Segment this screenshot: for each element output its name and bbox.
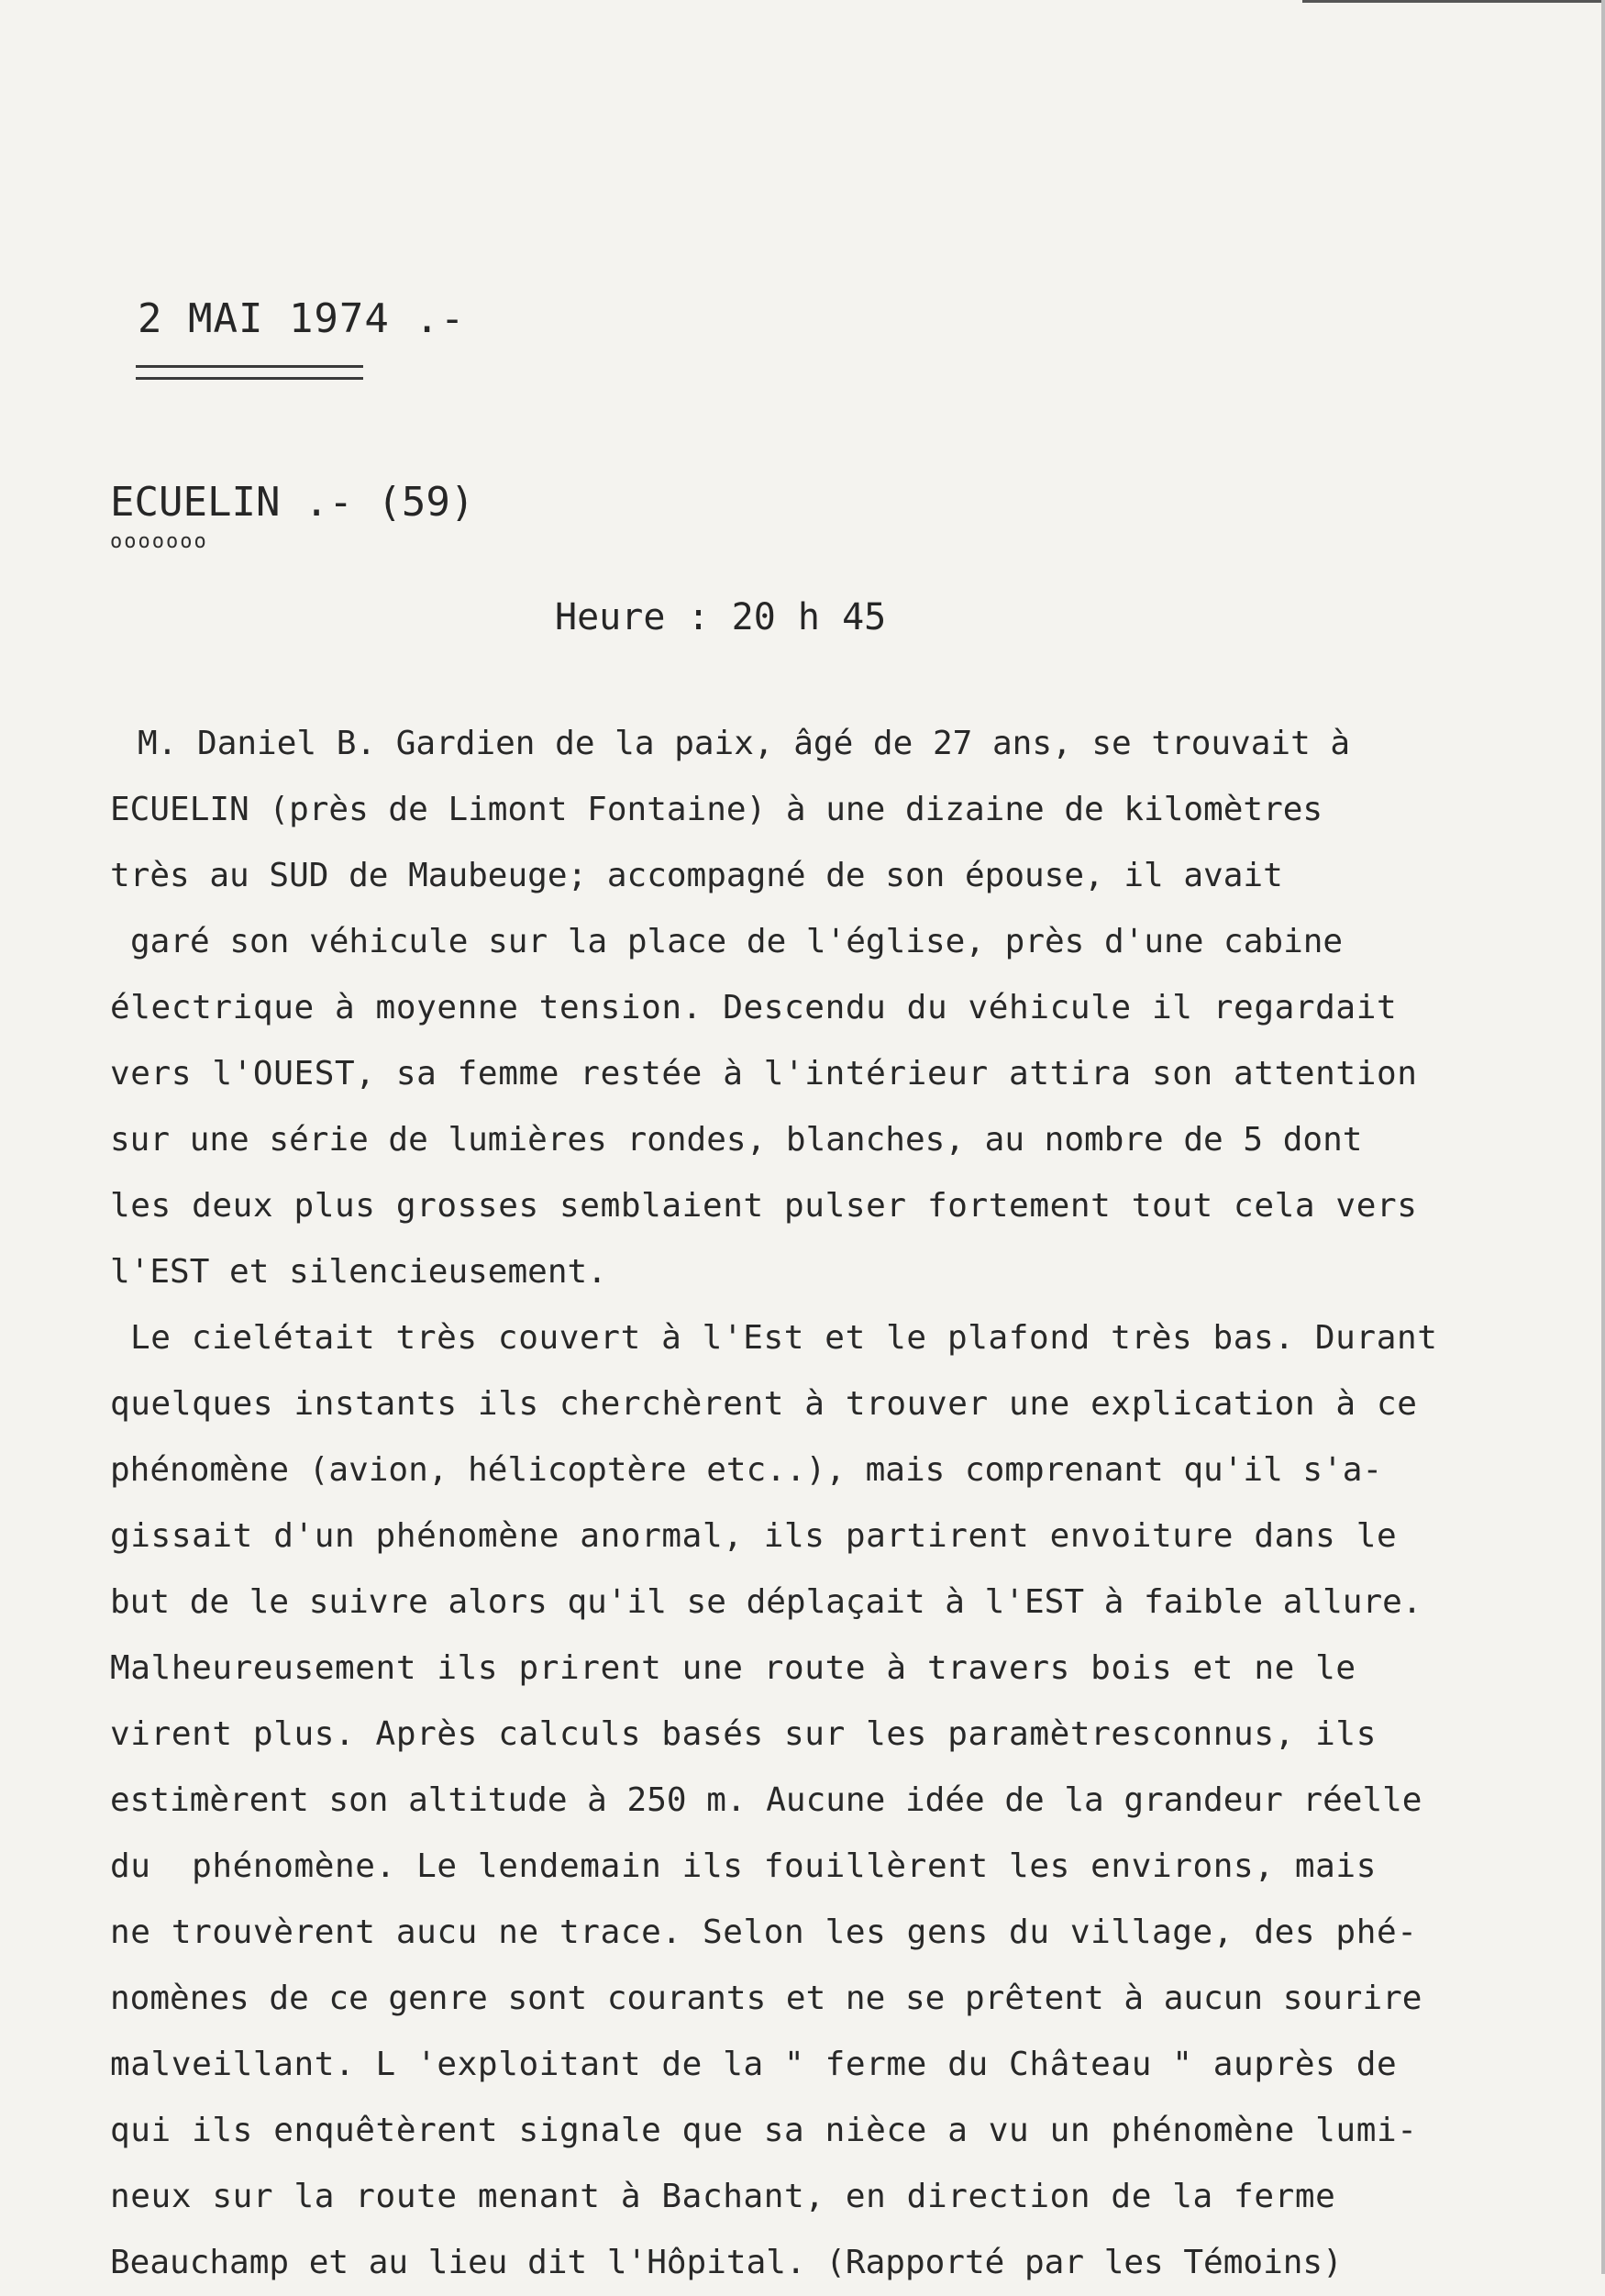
body-line: quelques instants ils cherchèrent à trouver une explication à ce (110, 1385, 1418, 1423)
body-line: ECUELIN (près de Limont Fontaine) à une dizaine de kilomètres (110, 791, 1323, 828)
body-line: gissait d'un phénomène anormal, ils partirent envoiture dans le (110, 1517, 1398, 1555)
body-line: Le cielétait très couvert à l'Est et le plafond très bas. Durant (130, 1319, 1438, 1357)
body-line: virent plus. Après calculs basés sur les paramètresconnus, ils (110, 1715, 1377, 1753)
body-line: sur une série de lumières rondes, blanches, au nombre de 5 dont (110, 1121, 1363, 1159)
page-edge-top (1302, 0, 1605, 14)
body-line: Malheureusement ils prirent une route à travers bois et ne le (110, 1649, 1356, 1687)
time-heading: Heure : 20 h 45 (555, 596, 887, 638)
body-line: ne trouvèrent aucu ne trace. Selon les gens du village, des phé- (110, 1913, 1418, 1951)
body-line: malveillant. L 'exploitant de la " ferme du Château " auprès de (110, 2046, 1398, 2083)
location-dotted-underline: ooooooo (110, 530, 208, 553)
date-double-underline (136, 365, 363, 380)
body-line: estimèrent son altitude à 250 m. Aucune idée de la grandeur réelle (110, 1781, 1422, 1819)
report-date: 2 MAI 1974 .- (138, 295, 466, 342)
report-body (110, 711, 1559, 2296)
page-edge-right (1601, 0, 1605, 2274)
body-line: les deux plus grosses semblaient pulser fortement tout cela vers (110, 1187, 1418, 1225)
body-line: l'EST et silencieusement. (110, 1253, 607, 1291)
body-line: Beauchamp et au lieu dit l'Hôpital. (Rapporté par les Témoins) (110, 2244, 1343, 2281)
body-line: vers l'OUEST, sa femme restée à l'intérieur attira son attention (110, 1055, 1418, 1093)
body-line: neux sur la route menant à Bachant, en direction de la ferme (110, 2178, 1336, 2215)
body-line: nomènes de ce genre sont courants et ne se prêtent à aucun sourire (110, 1980, 1422, 2017)
body-line: but de le suivre alors qu'il se déplaçait à l'EST à faible allure. (110, 1583, 1422, 1621)
body-line: garé son véhicule sur la place de l'église, près d'une cabine (130, 923, 1344, 960)
body-line: électrique à moyenne tension. Descendu du véhicule il regardait (110, 989, 1398, 1026)
body-line: phénomène (avion, hélicoptère etc..), mais comprenant qu'il s'a- (110, 1451, 1383, 1489)
location-heading: ECUELIN .- (59) (110, 479, 475, 526)
body-line: M. Daniel B. Gardien de la paix, âgé de 27 ans, se trouvait à (138, 725, 1351, 762)
body-line: du phénomène. Le lendemain ils fouillèrent les environs, mais (110, 1847, 1377, 1885)
body-line: qui ils enquêtèrent signale que sa nièce a vu un phénomène lumi- (110, 2112, 1418, 2149)
body-line: très au SUD de Maubeuge; accompagné de son épouse, il avait (110, 857, 1283, 894)
